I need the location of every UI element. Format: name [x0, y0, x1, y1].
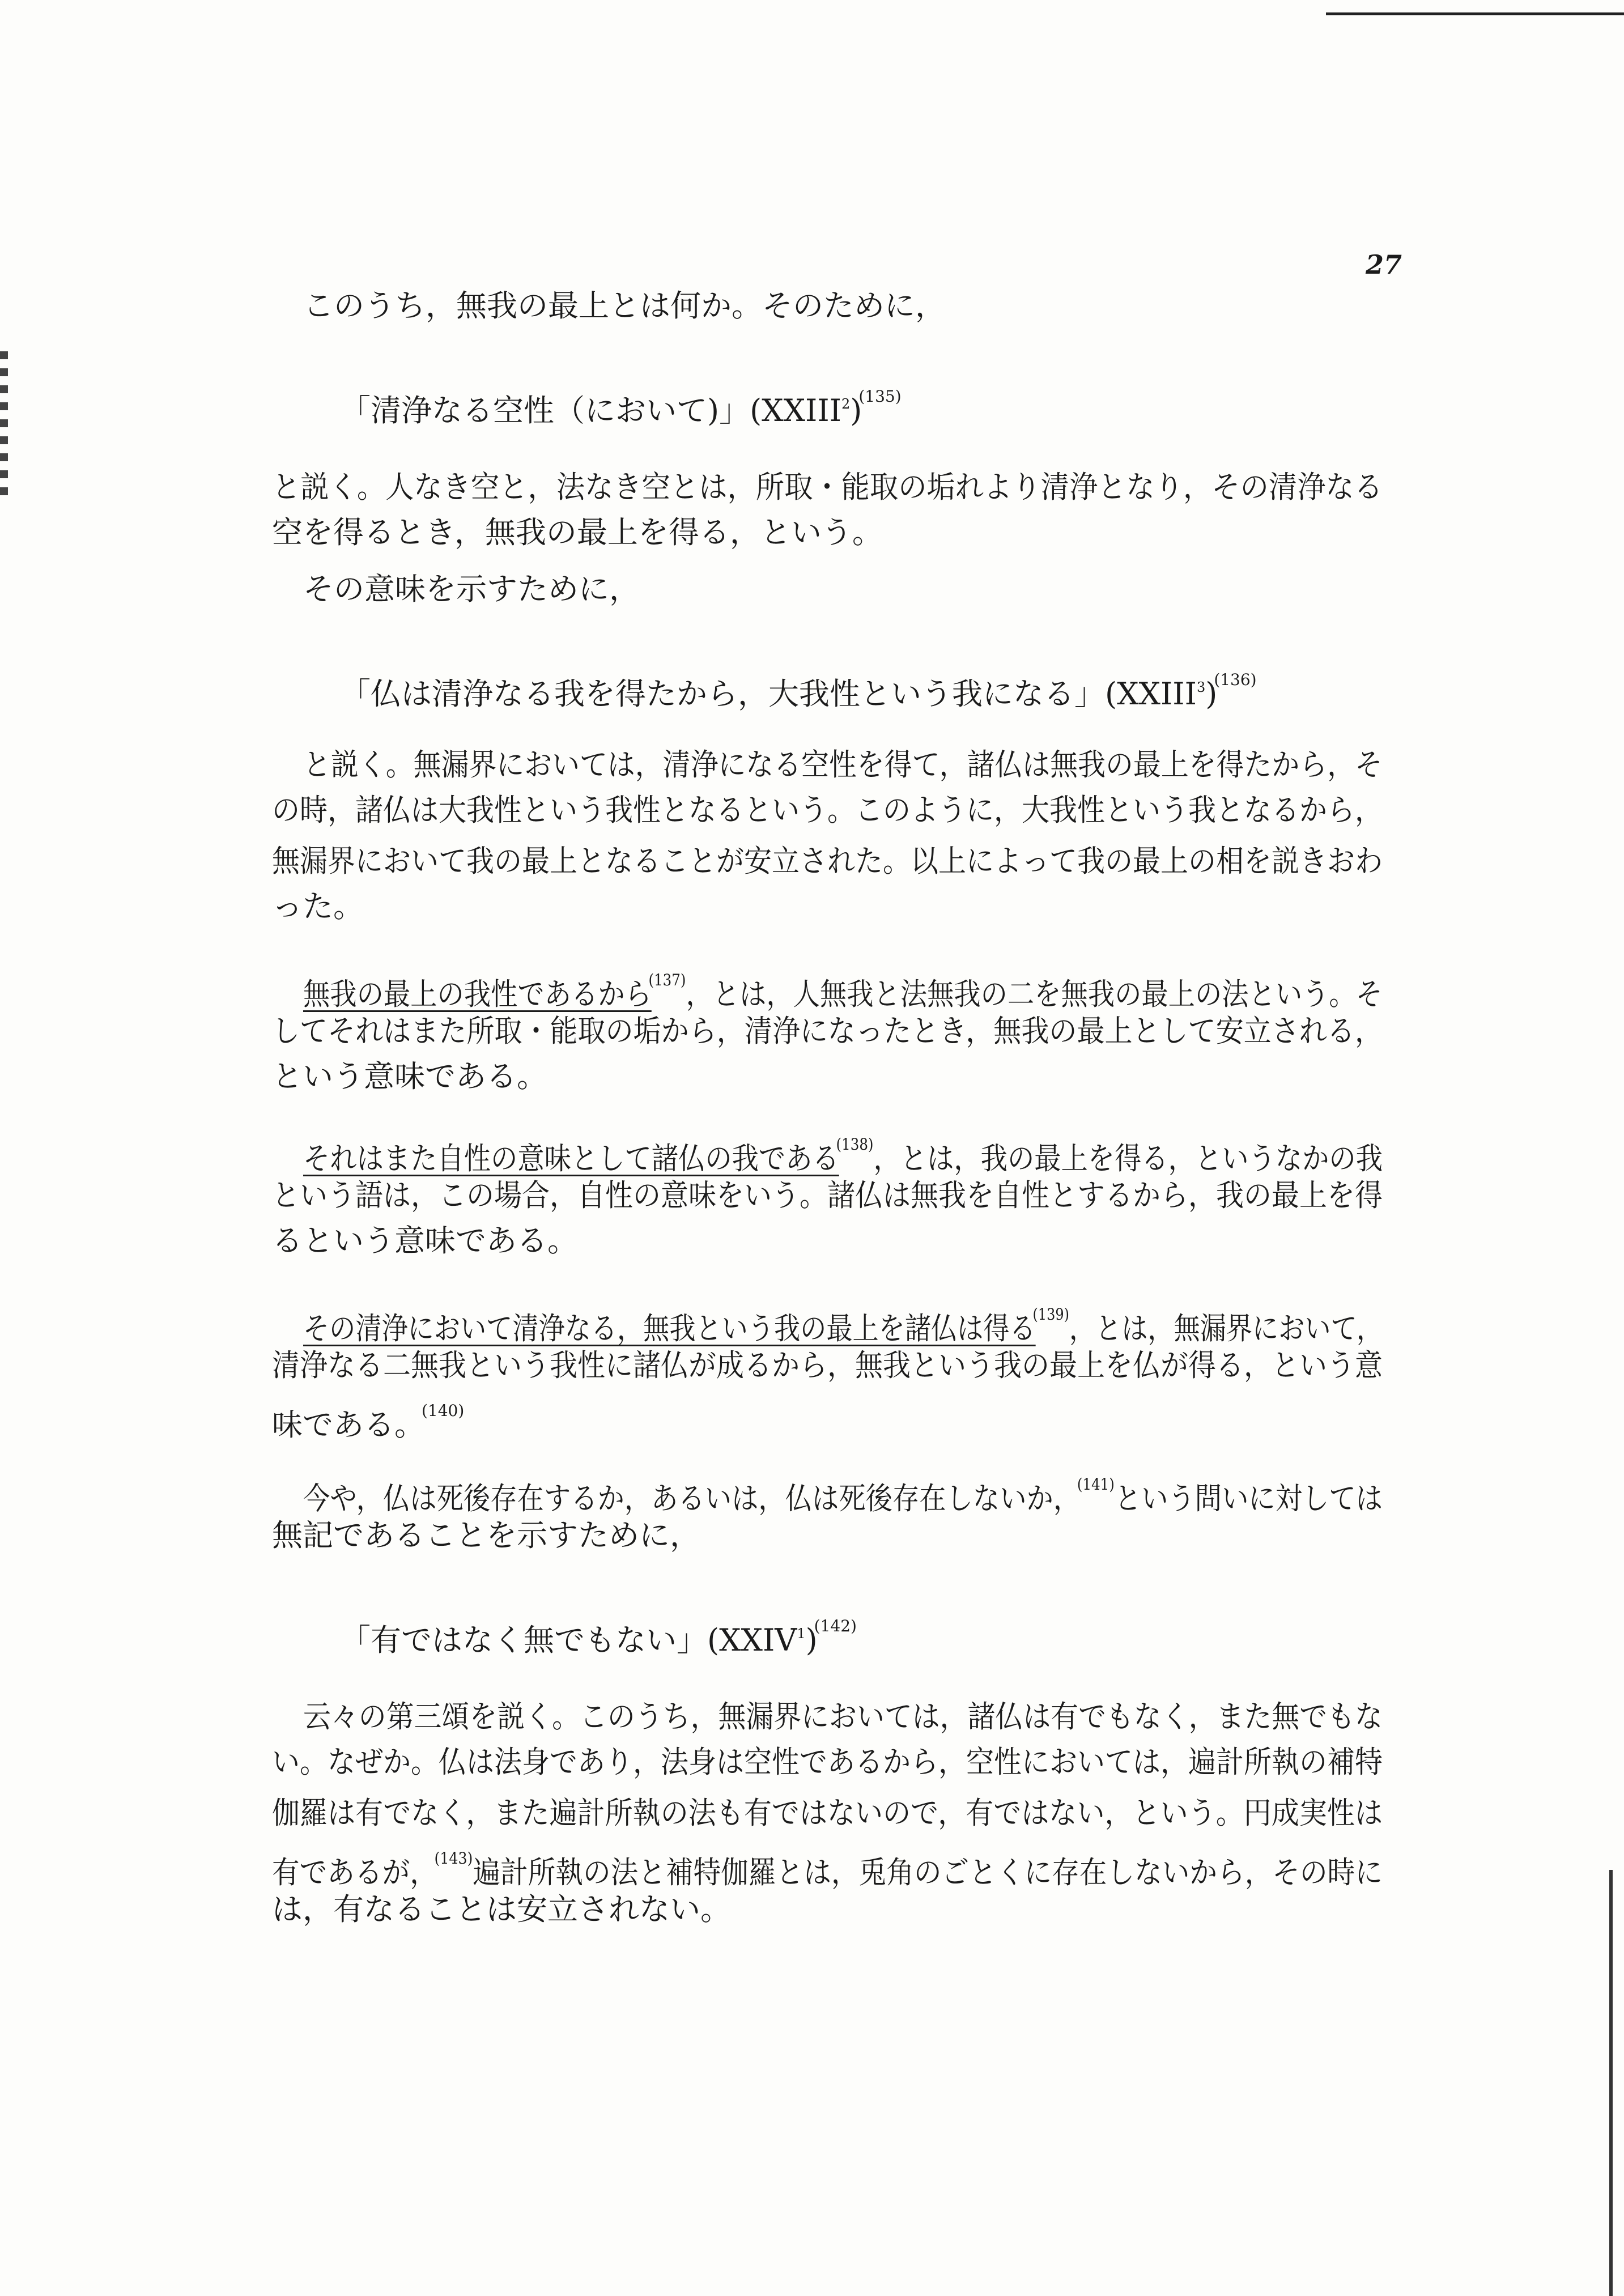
verse-quote: 「清浄なる空性（において)」(XXIII$^2$)$^{(135)}$: [340, 387, 902, 428]
footnote-ref: (140): [422, 1401, 465, 1420]
text-line: 今や，仏は死後存在するか，あるいは，仏は死後存在しないか，$^{(141)}$という問いに対しては: [303, 1475, 1383, 1516]
footnote-ref: (138): [836, 1135, 874, 1154]
footnote-ref: (136): [1214, 670, 1257, 689]
underlined-phrase: その清浄において清浄なる，無我という我の最上を諸仏は得る: [303, 1311, 1036, 1346]
text-line: るという意味である。: [272, 1223, 578, 1258]
footnote-ref: (137): [648, 971, 686, 989]
footnote-ref: (135): [858, 387, 902, 406]
text-line: その清浄において清浄なる，無我という我の最上を諸仏は得る$^{(139)}$，とは，無漏界において，: [303, 1305, 1383, 1346]
text-line: い。なぜか。仏は法身であり，法身は空性であるから，空性においては，遍計所執の補特: [272, 1744, 1383, 1780]
text-line: という語は，この場合，自性の意味をいう。諸仏は無我を自性とするから，我の最上を得: [272, 1177, 1383, 1213]
footnote-ref: (139): [1032, 1305, 1069, 1324]
footnote-ref: (142): [814, 1617, 857, 1635]
text-line: それはまた自性の意味として諸仏の我である$^{(138)}$，とは，我の最上を得る，というなかの我: [303, 1135, 1383, 1176]
text-line: 伽羅は有でなく，また遍計所執の法も有ではないので，有ではない，という。円成実性は: [272, 1795, 1383, 1831]
text-line: 無記であることを示すために，: [272, 1517, 700, 1553]
text-line: の時，諸仏は大我性という我性となるという。このように，大我性という我となるから，: [272, 792, 1383, 828]
text-line: と説く。人なき空と，法なき空とは，所取・能取の垢れより清浄となり，その清浄なる: [272, 469, 1383, 505]
text-line: は，有なることは安立されない。: [272, 1891, 731, 1927]
text-line: と説く。無漏界においては，清浄になる空性を得て，諸仏は無我の最上を得たから，そ: [303, 747, 1383, 783]
underlined-phrase: 無我の最上の我性であるから: [303, 976, 652, 1012]
verse-quote: 「仏は清浄なる我を得たから，大我性という我になる」(XXIII$^3$)$^{(136)}$: [340, 670, 1257, 712]
text-line: このうち，無我の最上とは何か。そのために，: [303, 288, 946, 324]
footnote-ref: (141): [1077, 1475, 1115, 1494]
text-line: 空を得るとき，無我の最上を得る，という。: [272, 515, 883, 550]
footnote-ref: (143): [434, 1849, 473, 1868]
text-line: してそれはまた所取・能取の垢から，清浄になったとき，無我の最上として安立される，: [272, 1013, 1383, 1049]
text-line: 云々の第三頌を説く。このうち，無漏界においては，諸仏は有でもなく，また無でもな: [303, 1699, 1383, 1734]
text-line: 無漏界において我の最上となることが安立された。以上によって我の最上の相を説きおわ: [272, 843, 1383, 879]
underlined-phrase: それはまた自性の意味として諸仏の我である: [303, 1141, 839, 1176]
binding-mark: [0, 351, 8, 499]
text-line: 有であるが，$^{(143)}$遍計所執の法と補特伽羅とは，兎角のごとくに存在しないから，その時に: [272, 1849, 1383, 1890]
text-line: った。: [272, 888, 364, 924]
verse-quote: 「有ではなく無でもない」(XXIV$^1$)$^{(142)}$: [340, 1617, 857, 1658]
text-line: という意味である。: [272, 1058, 547, 1094]
text-line: その意味を示すために，: [303, 571, 640, 607]
page-edge-line-right: [1609, 1870, 1613, 2296]
page-number: 27: [1366, 249, 1402, 280]
page-edge-line-top: [1326, 12, 1624, 15]
text-line: 清浄なる二無我という我性に諸仏が成るから，無我という我の最上を仏が得る，という意: [272, 1347, 1383, 1383]
text-line: 無我の最上の我性であるから$^{(137)}$，とは，人無我と法無我の二を無我の最上の法という。そ: [303, 971, 1383, 1012]
text-line: 味である。$^{(140)}$: [272, 1401, 465, 1443]
